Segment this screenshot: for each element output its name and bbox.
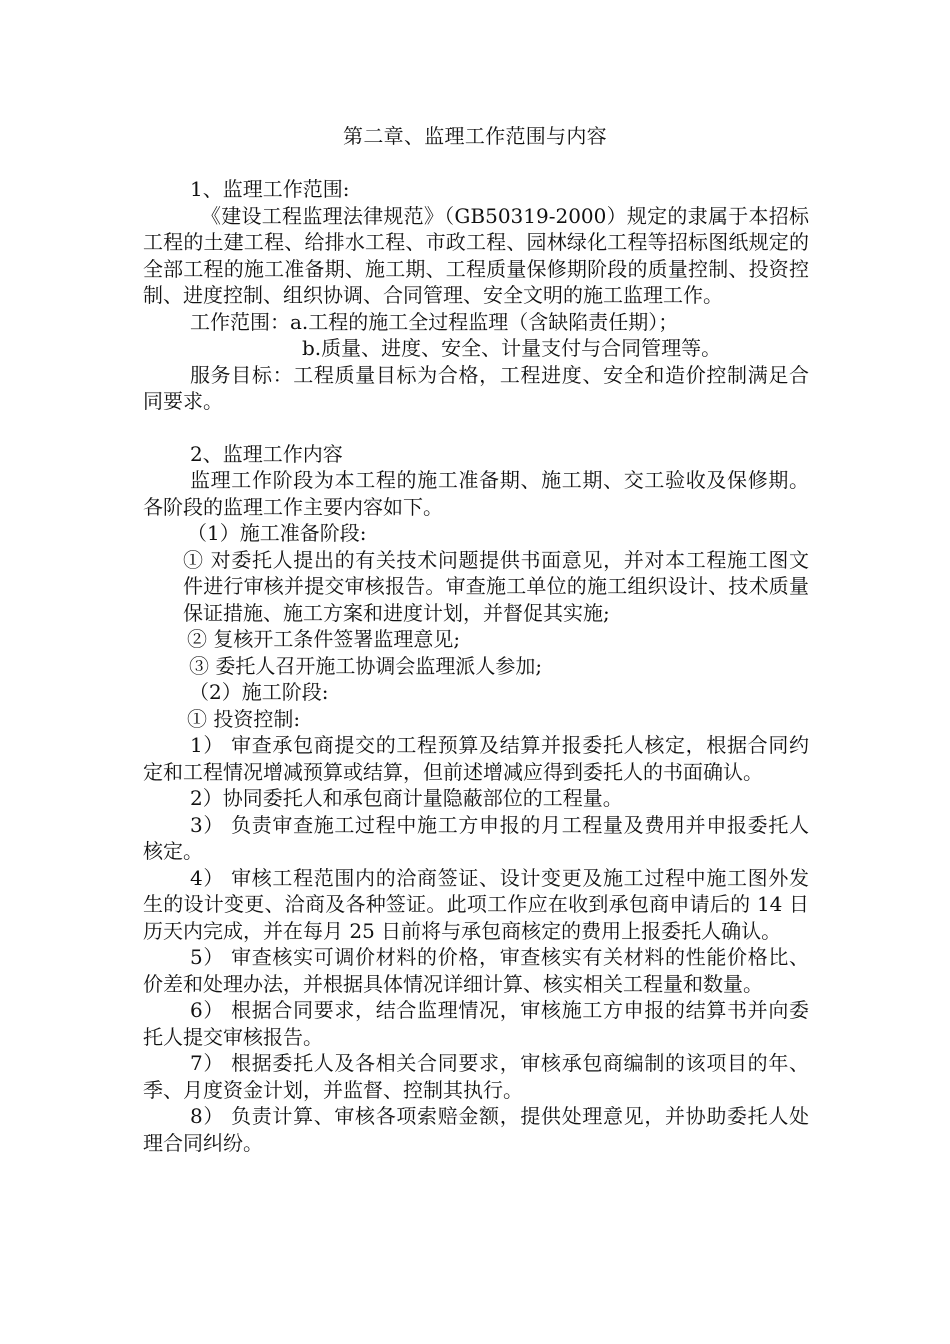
list-item: 2）协同委托人和承包商计量隐蔽部位的工程量。 <box>190 786 623 810</box>
section-heading-content: 2、监理工作内容 <box>190 441 343 466</box>
content-intro: 监理工作阶段为本工程的施工准备期、施工期、交工验收及保修期。各阶段的监理工作主要内容如下。 <box>143 468 809 519</box>
list-item: 7） 根据委托人及各相关合同要求，审核承包商编制的该项目的年、季、月度资金计划，并监督、控制其执行。 <box>143 1051 809 1102</box>
section-heading-scope: 1、监理工作范围: <box>190 177 350 201</box>
list-item: 8） 负责计算、审核各项索赔金额，提供处理意见，并协助委托人处理合同纠纷。 <box>143 1104 809 1155</box>
scope-item-a: 工作范围：a.工程的施工全过程监理（含缺陷责任期）； <box>190 309 679 334</box>
list-item: 4） 审核工程范围内的洽商签证、设计变更及施工过程中施工图外发生的设计变更、洽商及各种签证。此项工作应在收到承包商申请后的 14 日历天内完成，并在每月 25 日前将与承包商核定的费用上报委托人确认。 <box>143 865 809 943</box>
document-body <box>143 176 809 1156</box>
list-item: 5） 审查核实可调价材料的价格，审查核实有关材料的性能价格比、价差和处理办法，并根据具体情况详细计算、核实相关工程量和数量。 <box>143 945 809 996</box>
construction-stage-heading: （2）施工阶段: <box>189 680 329 704</box>
service-goal: 服务目标：工程质量目标为合格，工程进度、安全和造价控制满足合同要求。 <box>143 362 809 413</box>
list-item: 6） 根据合同要求，结合监理情况，审核施工方申报的结算书并向委托人提交审核报告。 <box>143 998 809 1049</box>
list-item: 3） 负责审查施工过程中施工方申报的月工程量及费用并申报委托人核定。 <box>143 812 809 863</box>
prep-item-1: ① 对委托人提出的有关技术问题提供书面意见，并对本工程施工图文件进行审核并提交审核报告。审查施工单位的施工组织设计、技术质量保证措施、施工方案和进度计划，并督促其实施; <box>183 547 809 625</box>
list-item: 1） 审查承包商提交的工程预算及结算并报委托人核定，根据合同约定和工程情况增减预算或结算，但前述增减应得到委托人的书面确认。 <box>143 733 809 784</box>
prep-item-2: ② 复核开工条件签署监理意见; <box>187 627 461 651</box>
prep-stage-heading: （1）施工准备阶段: <box>187 521 367 545</box>
investment-control-heading: ① 投资控制: <box>187 706 301 731</box>
page-title: 第二章、监理工作范围与内容 <box>343 124 607 148</box>
scope-paragraph: 《建设工程监理法律规范》（GB50319-2000）规定的隶属于本招标工程的土建工程、给排水工程、市政工程、园林绿化工程等招标图纸规定的全部工程的施工准备期、施工期、工程质量保修期阶段的质量控制、投资控制、进度控制、组织协调、合同管理、安全文明的施工监理工作。 <box>143 203 809 307</box>
paragraph-gap <box>143 415 809 441</box>
scope-item-b: b.质量、进度、安全、计量支付与合同管理等。 <box>302 336 722 360</box>
prep-item-3: ③ 委托人召开施工协调会监理派人参加; <box>189 653 543 678</box>
